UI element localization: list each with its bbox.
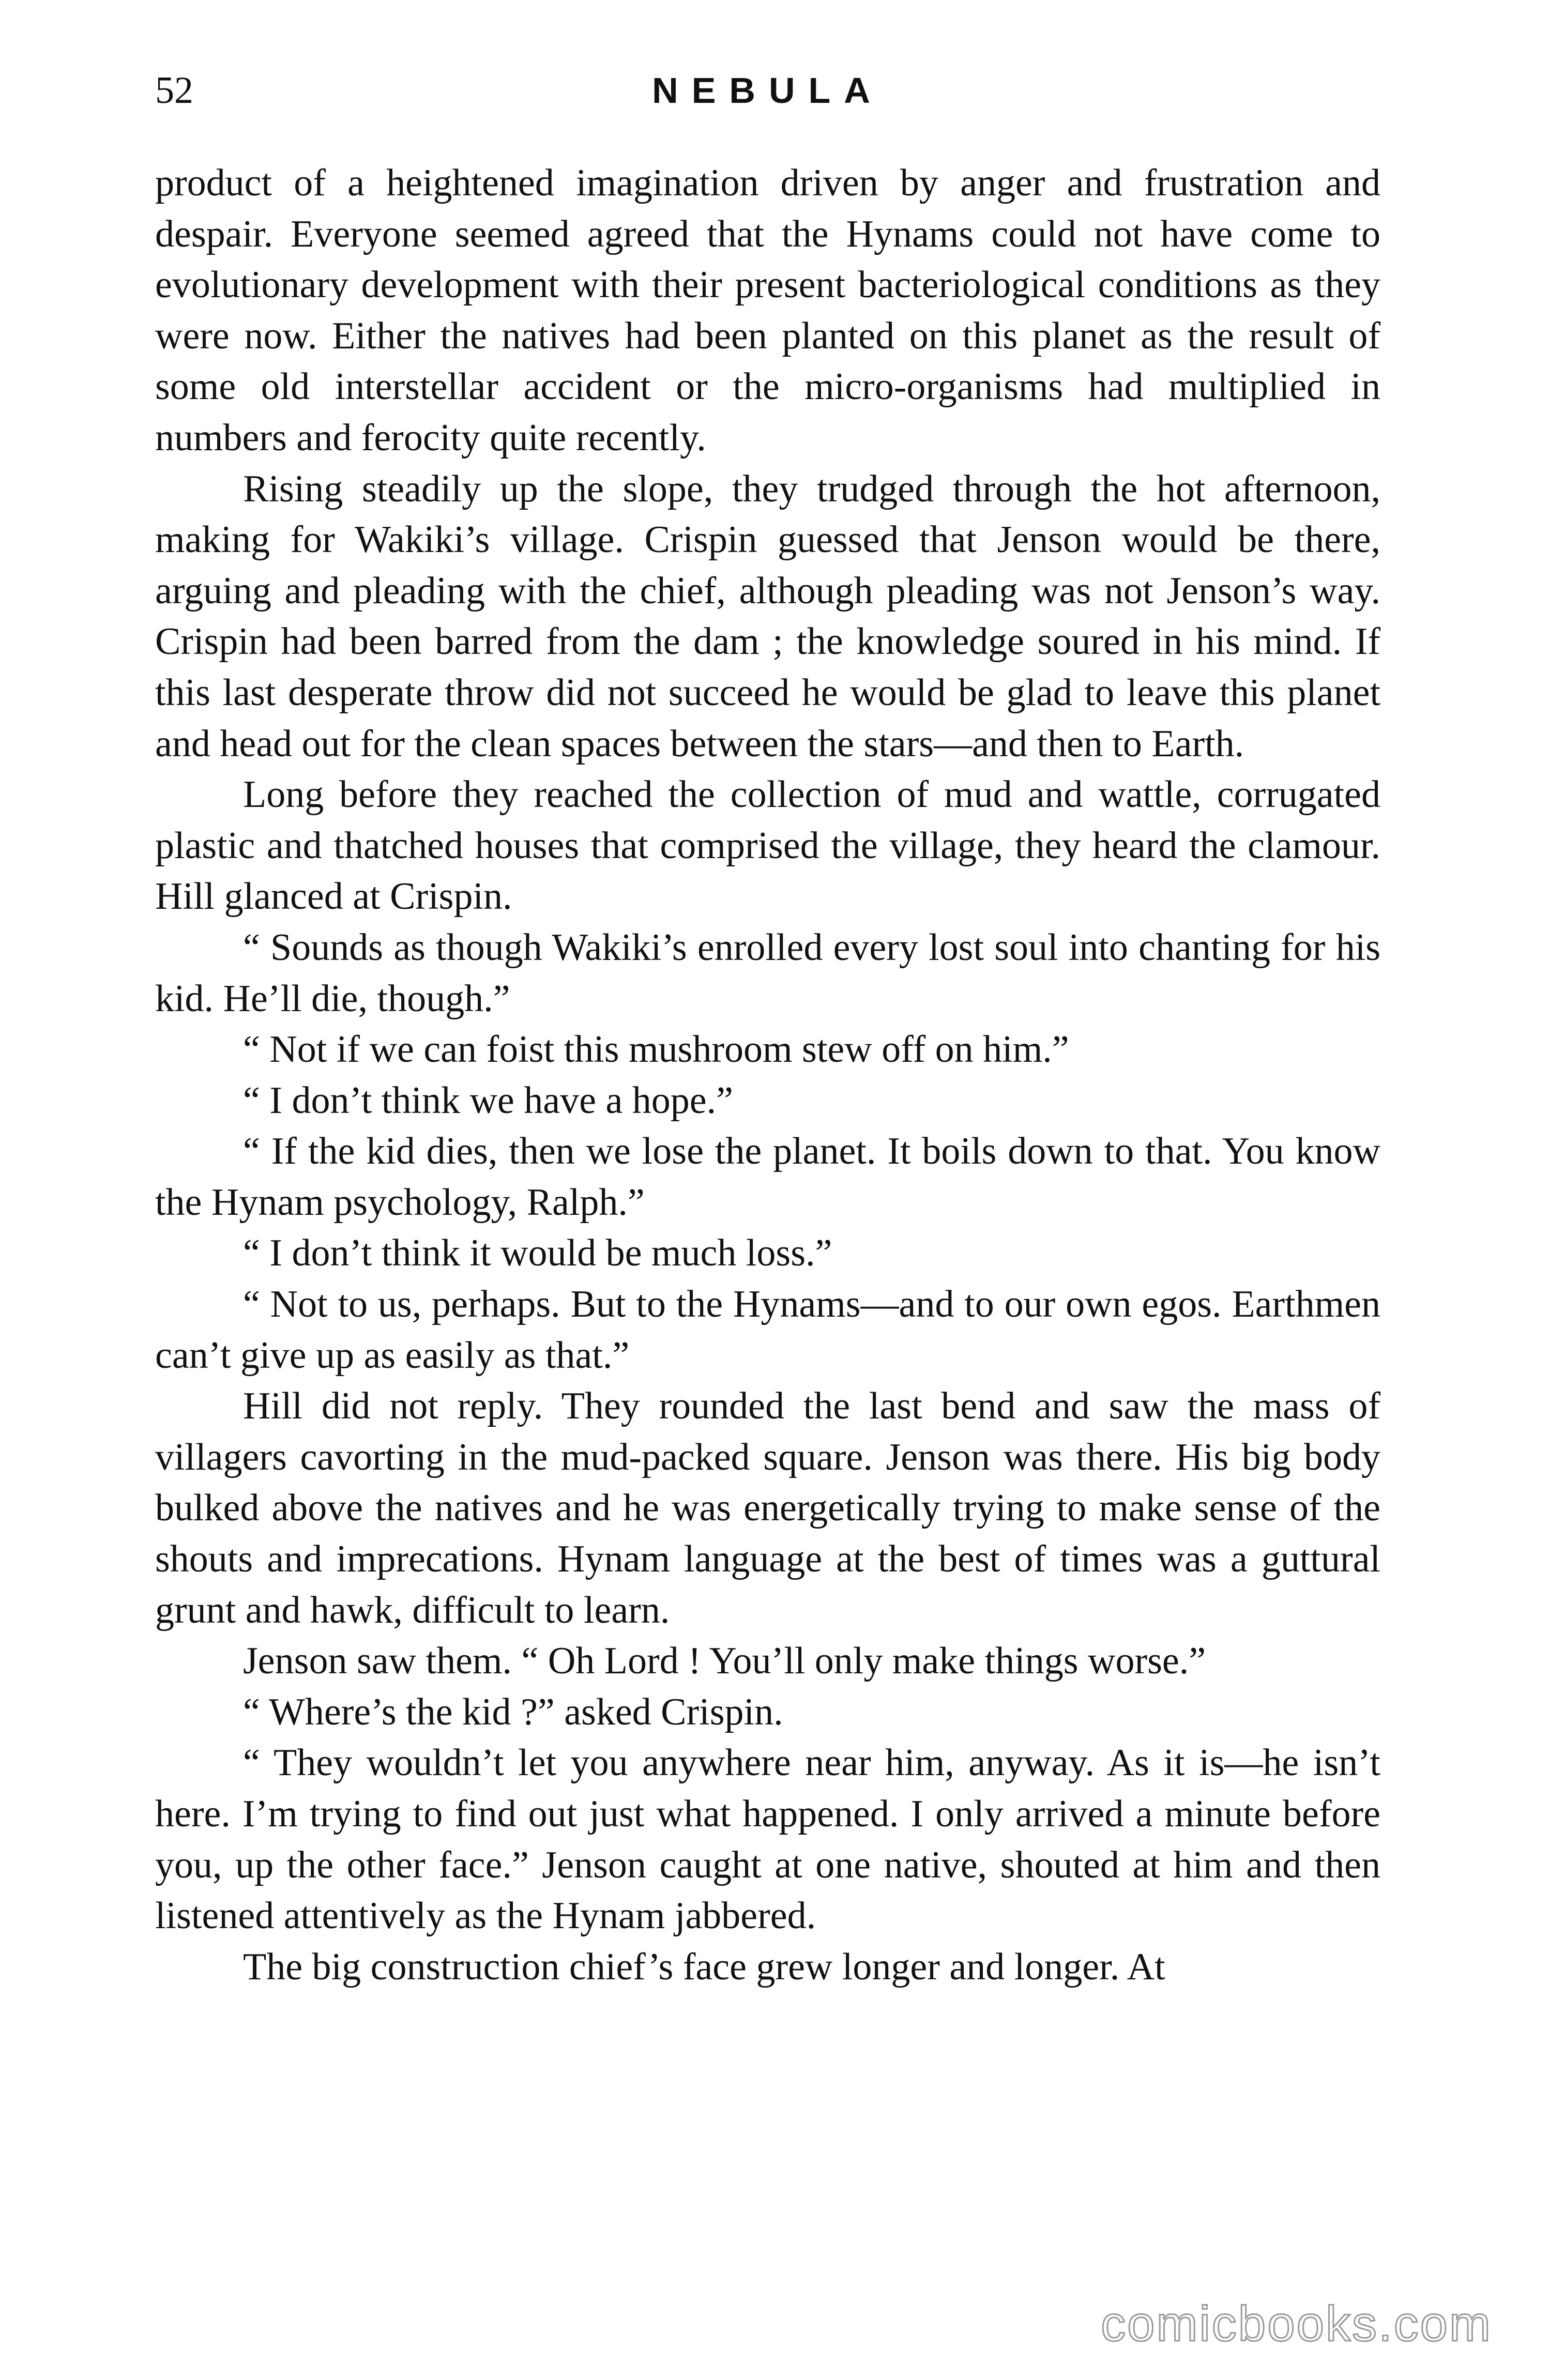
dialogue-paragraph: “ If the kid dies, then we lose the planet. It boils down to that. You know the Hynam psychology, Ralph.” (155, 1130, 1380, 1224)
dialogue-paragraph: “ They wouldn’t let you anywhere near him, anyway. As it is—he isn’t here. I’m trying to find out just what happened. I only arrived a minute before you, up the other face.” Jenson caught at one native, shouted at him and then listened attentively as the Hynam jabbered. (155, 1742, 1380, 1937)
paragraph-continued: product of a heightened imagination driven by anger and frustration and despair. Everyone seemed agreed that the Hynams could not have come to evolutionary development with their present bacteriological conditions as they were now. Either the natives had been planted on this planet as the result of some old interstellar accident or the micro-organisms had multiplied in numbers and ferocity quite recently. (155, 162, 1380, 459)
paragraph: Jenson saw them. “ Oh Lord ! You’ll only make things worse.” (243, 1640, 1206, 1683)
watermark-text: comicbooks.com (1101, 2296, 1492, 2352)
dialogue-paragraph: “ Not if we can foist this mushroom stew off on him.” (243, 1028, 1069, 1071)
dialogue-paragraph: “ I don’t think it would be much loss.” (243, 1232, 832, 1275)
dialogue-paragraph: “ I don’t think we have a hope.” (243, 1079, 733, 1122)
page-number: 52 (155, 69, 193, 112)
dialogue-paragraph: “ Not to us, perhaps. But to the Hynams—and to our own egos. Earthmen can’t give up as easily as that.” (155, 1283, 1380, 1377)
paragraph: Long before they reached the collection of mud and wattle, corrugated plastic and thatched houses that comprised the village, they heard the clamour. Hill glanced at Crispin. (155, 773, 1380, 918)
paragraph-last: The big construction chief’s face grew longer and longer. At (243, 1945, 1165, 1988)
body-text (155, 158, 1380, 1992)
paragraph: Rising steadily up the slope, they trudged through the hot afternoon, making for Wakiki’s village. Crispin guessed that Jenson would be there, arguing and pleading with the chief, although pleading was not Jenson’s way. Crispin had been barred from the dam ; the knowledge soured in his mind. If this last desperate throw did not succeed he would be glad to leave this planet and head out for the clean spaces between the stars—and then to Earth. (155, 467, 1380, 765)
dialogue-paragraph: “ Sounds as though Wakiki’s enrolled every lost soul into chanting for his kid. He’ll die, though.” (155, 926, 1380, 1020)
paragraph: Hill did not reply. They rounded the last bend and saw the mass of villagers cavorting in the mud-packed square. Jenson was there. His big body bulked above the natives and he was energetically trying to make sense of the shouts and imprecations. Hynam language at the best of times was a guttural grunt and hawk, difficult to learn. (155, 1385, 1380, 1631)
dialogue-paragraph: “ Where’s the kid ?” asked Crispin. (243, 1690, 783, 1733)
page-header (155, 62, 1380, 119)
running-head-title: NEBULA (652, 70, 884, 111)
